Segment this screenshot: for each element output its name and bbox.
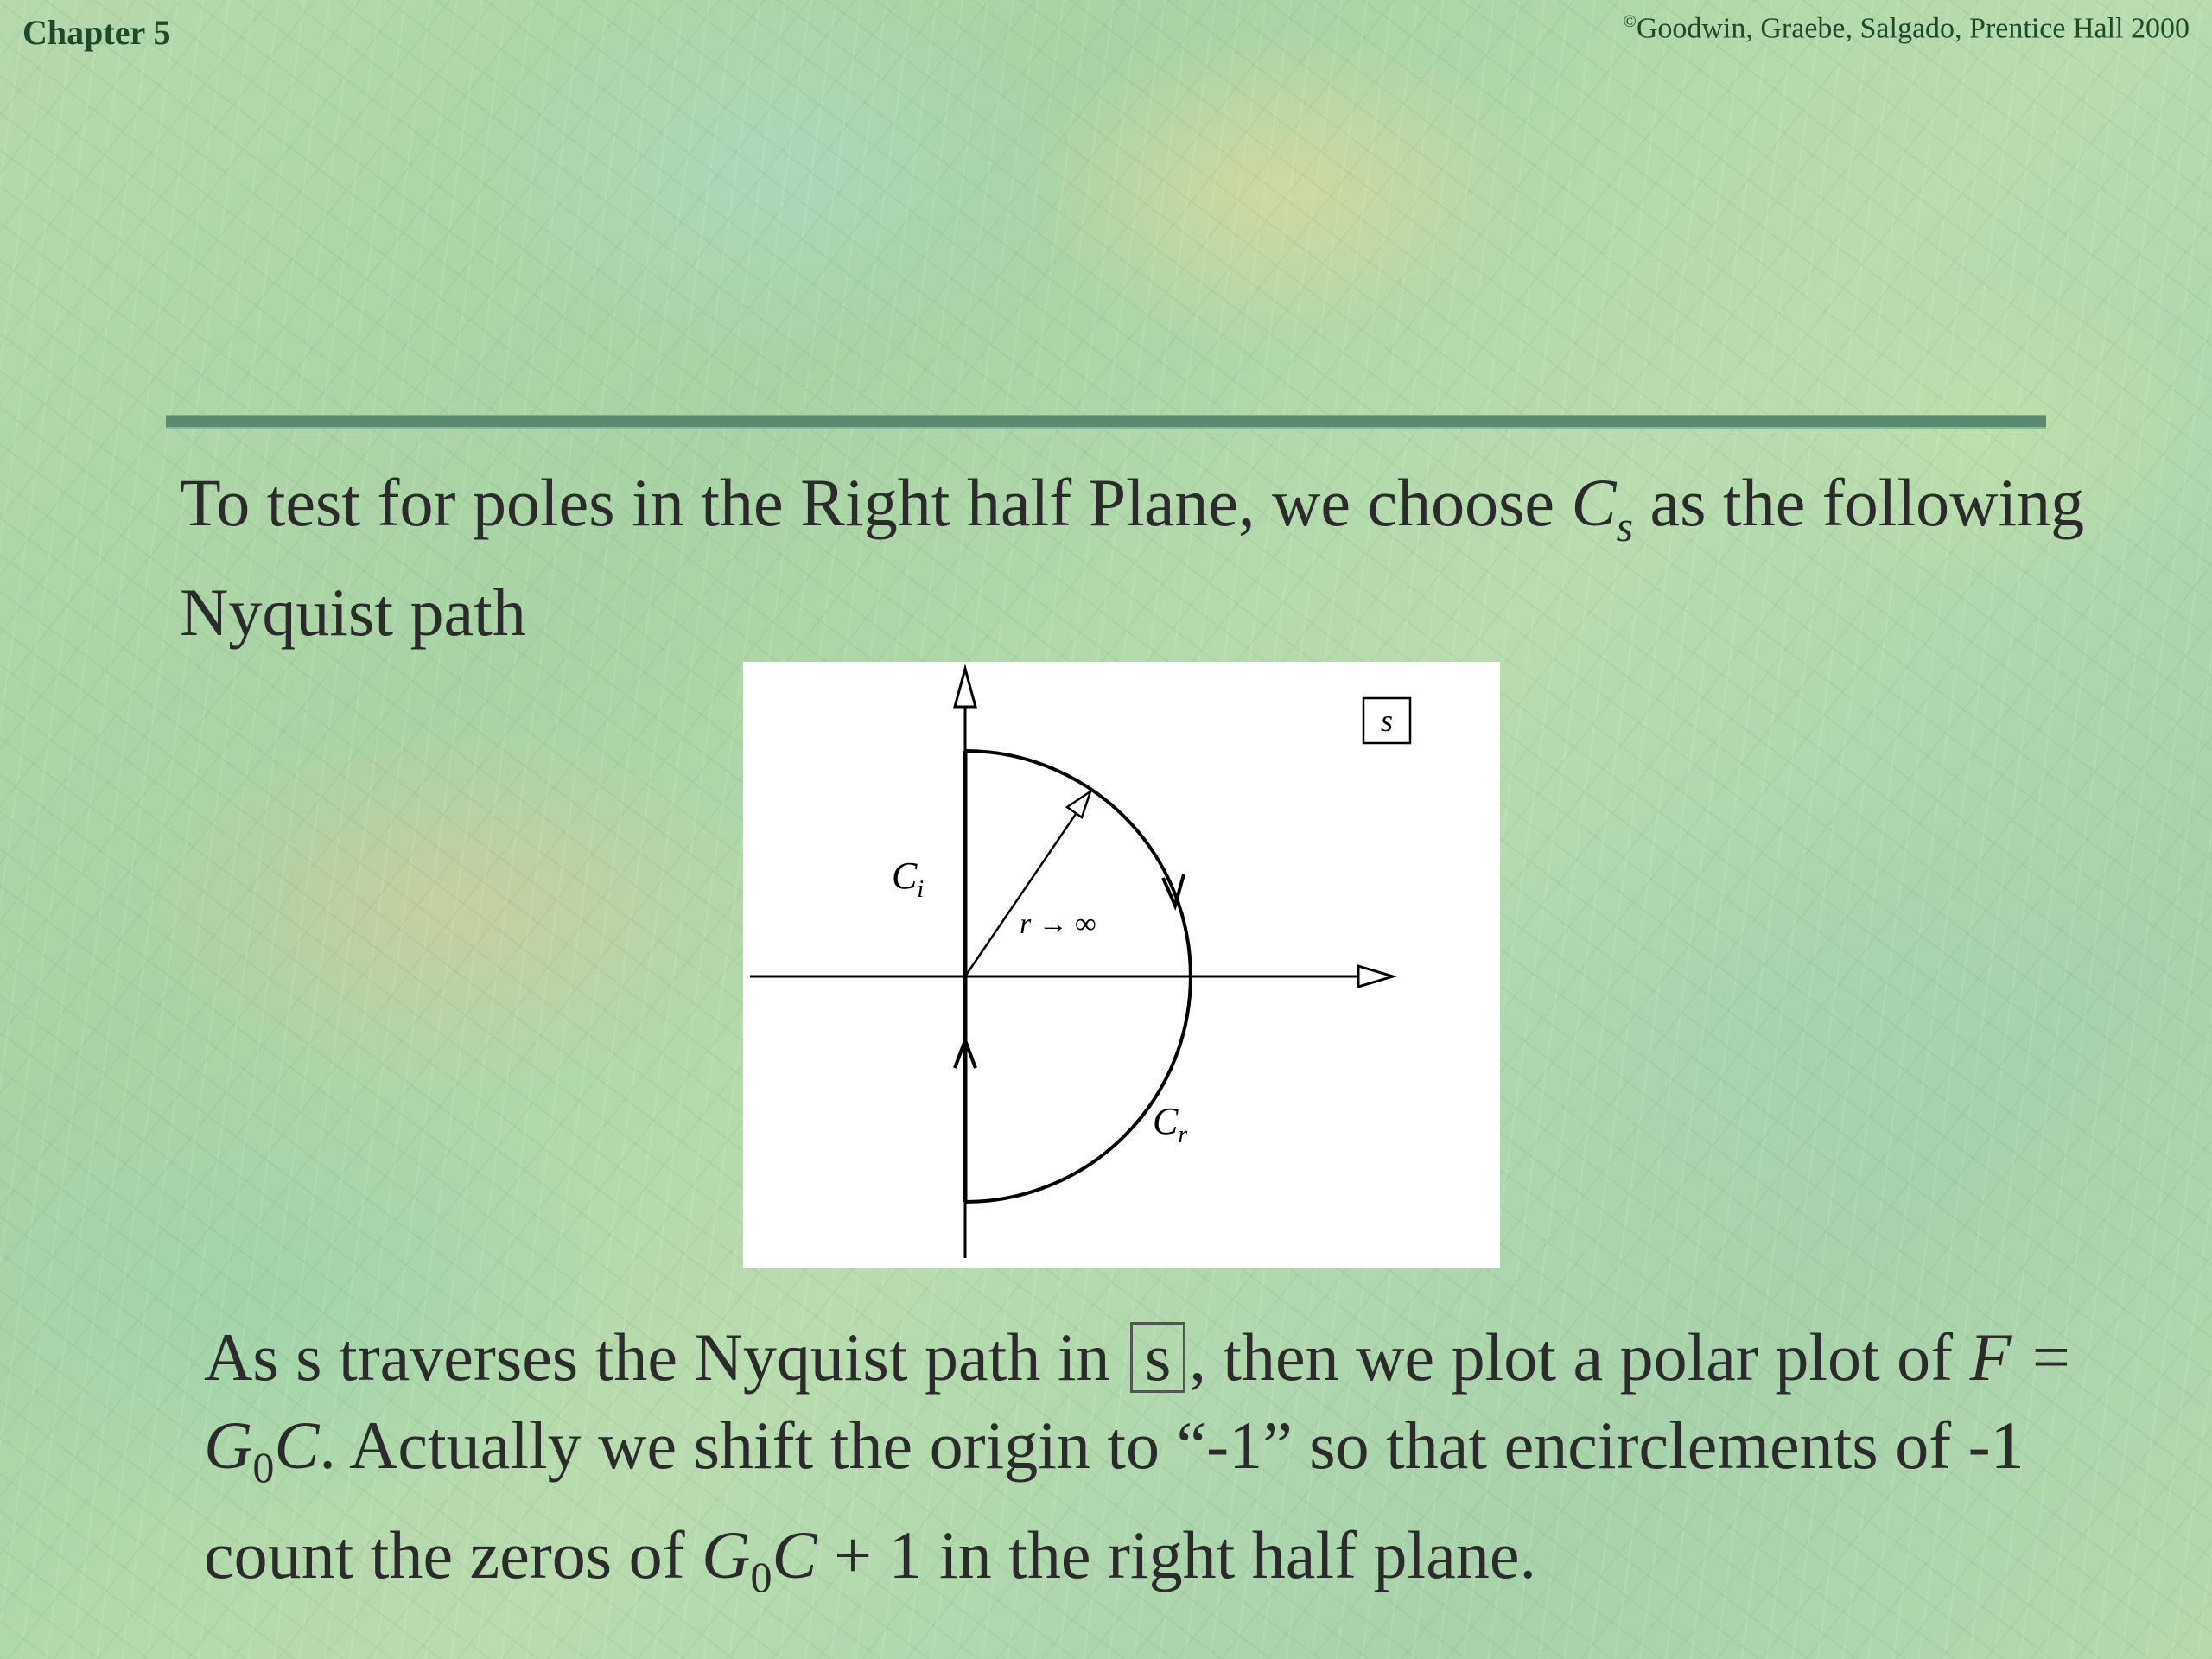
radius-label: r → ∞ bbox=[1020, 908, 1096, 940]
equation-f-subscript: 0 bbox=[252, 1443, 275, 1491]
copyright-symbol: © bbox=[1623, 12, 1637, 31]
label-cr: $C_r$ bbox=[1153, 1100, 1188, 1148]
intro-text-before: To test for poles in the Right half Plane, we choose bbox=[180, 465, 1572, 540]
nyquist-path-diagram bbox=[743, 662, 1500, 1268]
expression-g-c: C bbox=[772, 1517, 817, 1592]
body-text-4: + 1 in the right half plane. bbox=[817, 1517, 1536, 1592]
expression-g: G bbox=[702, 1517, 751, 1592]
equation-f: F = G bbox=[204, 1319, 2074, 1483]
nyquist-path-figure bbox=[743, 662, 1500, 1268]
expression-g-subscript: 0 bbox=[750, 1553, 772, 1601]
body-text-3: . Actually we shift the origin to “-1” so that encirclements of -1 count the zeros of bbox=[204, 1408, 2024, 1592]
body-text-2: , then we plot a polar plot of bbox=[1189, 1319, 1970, 1395]
symbol-c-subscript: s bbox=[1616, 502, 1634, 550]
boxed-s: s bbox=[1130, 1322, 1185, 1393]
imaginary-axis-arrowhead bbox=[955, 669, 976, 707]
intro-paragraph bbox=[180, 460, 2124, 656]
copyright-text: Goodwin, Graebe, Salgado, Prentice Hall 2000 bbox=[1636, 12, 2190, 45]
chapter-label: Chapter 5 bbox=[22, 13, 171, 52]
equation-f-c: C bbox=[274, 1408, 320, 1483]
title-divider bbox=[166, 415, 2046, 429]
radius-arrowhead bbox=[1067, 791, 1090, 817]
body-text-1: As s traverses the Nyquist path in bbox=[204, 1319, 1128, 1395]
intro-text-after: as the following Nyquist path bbox=[180, 465, 2085, 650]
label-ci: $C_i$ bbox=[892, 855, 925, 903]
real-axis-arrowhead bbox=[1358, 966, 1393, 987]
radius-line bbox=[965, 798, 1087, 976]
symbol-c: C bbox=[1571, 465, 1617, 540]
explanation-paragraph bbox=[204, 1313, 2148, 1621]
copyright-notice bbox=[1624, 12, 2190, 45]
plane-label: s bbox=[1380, 703, 1394, 738]
